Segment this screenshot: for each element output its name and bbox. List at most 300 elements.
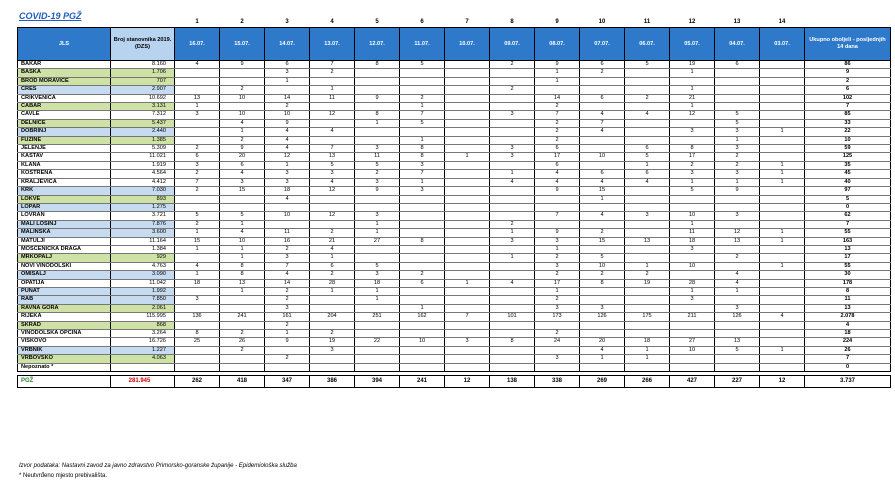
daily-cases-cell: 15	[175, 237, 220, 245]
daily-cases-cell	[490, 94, 535, 102]
daily-cases-cell	[490, 136, 535, 144]
daily-cases-cell: 5	[220, 212, 265, 220]
daily-cases-cell: 1	[625, 161, 670, 169]
population-value: 11.042	[111, 279, 175, 287]
daily-cases-cell	[580, 287, 625, 295]
daily-cases-cell	[490, 103, 535, 111]
daily-cases-cell	[175, 321, 220, 329]
daily-cases-cell	[175, 86, 220, 94]
daily-cases-cell	[445, 69, 490, 77]
sum-daily-cell: 266	[625, 376, 670, 388]
daily-cases-cell	[490, 355, 535, 363]
daily-cases-cell	[715, 262, 760, 270]
daily-cases-cell	[580, 363, 625, 371]
daily-cases-cell	[580, 145, 625, 153]
daily-cases-cell: 6	[580, 61, 625, 69]
population-value: 5.309	[111, 145, 175, 153]
header-date: 06.07.	[625, 28, 670, 61]
city-name: RAB	[18, 296, 111, 304]
daily-cases-cell: 8	[580, 279, 625, 287]
daily-cases-cell: 1	[670, 220, 715, 228]
daily-cases-cell	[490, 161, 535, 169]
daily-cases-cell	[175, 136, 220, 144]
daily-cases-cell: 8	[490, 338, 535, 346]
daily-cases-cell	[355, 346, 400, 354]
daily-cases-cell: 2	[490, 220, 535, 228]
daily-cases-cell: 1	[265, 77, 310, 85]
city-name: FUŽINE	[18, 136, 111, 144]
daily-cases-cell: 12	[310, 111, 355, 119]
total-cases-cell: 224	[805, 338, 891, 346]
city-name: MALINSKA	[18, 229, 111, 237]
daily-cases-cell	[310, 136, 355, 144]
daily-cases-cell	[175, 128, 220, 136]
daily-cases-cell	[400, 86, 445, 94]
daily-cases-cell	[625, 69, 670, 77]
city-name: ČABAR	[18, 103, 111, 111]
daily-cases-cell: 1	[355, 296, 400, 304]
table-row	[18, 61, 891, 69]
daily-cases-cell: 2	[535, 330, 580, 338]
daily-cases-cell: 12	[670, 111, 715, 119]
population-value: 4.412	[111, 178, 175, 186]
daily-cases-cell: 2	[535, 103, 580, 111]
total-cases-cell: 0	[805, 203, 891, 211]
population-value: 3.600	[111, 229, 175, 237]
daily-cases-cell	[220, 363, 265, 371]
daily-cases-cell	[535, 86, 580, 94]
daily-cases-cell: 5	[715, 111, 760, 119]
city-name: OMIŠALJ	[18, 271, 111, 279]
daily-cases-cell: 8	[220, 262, 265, 270]
daily-cases-cell: 26	[220, 338, 265, 346]
daily-cases-cell: 3	[400, 161, 445, 169]
daily-cases-cell: 8	[670, 145, 715, 153]
daily-cases-cell: 7	[535, 212, 580, 220]
daily-cases-cell: 5	[355, 262, 400, 270]
day-number: 7	[465, 18, 469, 25]
daily-cases-cell: 2	[580, 271, 625, 279]
daily-cases-cell: 126	[715, 313, 760, 321]
daily-cases-cell	[400, 254, 445, 262]
daily-cases-cell: 9	[220, 61, 265, 69]
daily-cases-cell: 1	[715, 136, 760, 144]
daily-cases-cell	[445, 136, 490, 144]
day-number: 3	[285, 18, 289, 25]
daily-cases-cell: 15	[580, 237, 625, 245]
city-name: DOBRINJ	[18, 128, 111, 136]
daily-cases-cell	[220, 296, 265, 304]
daily-cases-cell	[490, 69, 535, 77]
table-row	[18, 287, 891, 295]
population-value: 2.907	[111, 86, 175, 94]
daily-cases-cell: 2	[175, 170, 220, 178]
daily-cases-cell: 8	[355, 61, 400, 69]
daily-cases-cell: 101	[490, 313, 535, 321]
table-row	[18, 103, 891, 111]
city-name: MRKOPALJ	[18, 254, 111, 262]
daily-cases-cell	[265, 203, 310, 211]
daily-cases-cell: 10	[580, 153, 625, 161]
daily-cases-cell	[535, 203, 580, 211]
daily-cases-cell: 8	[355, 111, 400, 119]
daily-cases-cell: 5	[310, 161, 355, 169]
daily-cases-cell	[760, 136, 805, 144]
daily-cases-cell	[445, 346, 490, 354]
daily-cases-cell	[400, 346, 445, 354]
population-value: 10.692	[111, 94, 175, 102]
sum-daily-cell: 394	[355, 376, 400, 388]
daily-cases-cell	[355, 86, 400, 94]
daily-cases-cell	[670, 119, 715, 127]
daily-cases-cell	[490, 321, 535, 329]
daily-cases-cell: 19	[310, 338, 355, 346]
total-cases-cell: 59	[805, 145, 891, 153]
population-value: 3.264	[111, 330, 175, 338]
daily-cases-cell: 126	[580, 313, 625, 321]
daily-cases-cell: 10	[220, 94, 265, 102]
daily-cases-cell: 1	[490, 254, 535, 262]
daily-cases-cell	[580, 103, 625, 111]
daily-cases-cell: 136	[175, 313, 220, 321]
daily-cases-cell: 3	[355, 178, 400, 186]
city-name: MATULJI	[18, 237, 111, 245]
sum-region-name: PGŽ	[18, 376, 111, 388]
daily-cases-cell: 4	[265, 195, 310, 203]
daily-cases-cell	[760, 111, 805, 119]
table-row	[18, 94, 891, 102]
total-cases-cell: 22	[805, 128, 891, 136]
day-number: 4	[330, 18, 334, 25]
daily-cases-cell	[580, 203, 625, 211]
daily-cases-cell: 1	[625, 355, 670, 363]
sum-daily-cell: 12	[445, 376, 490, 388]
city-name: KRALJEVICA	[18, 178, 111, 186]
daily-cases-cell: 2	[265, 245, 310, 253]
day-number-blank	[805, 18, 891, 28]
daily-cases-cell: 3	[715, 128, 760, 136]
daily-cases-cell	[310, 296, 355, 304]
daily-cases-cell: 17	[670, 153, 715, 161]
daily-cases-cell: 3	[220, 178, 265, 186]
city-name: LOKVE	[18, 195, 111, 203]
daily-cases-cell	[715, 94, 760, 102]
table-row	[18, 304, 891, 312]
daily-cases-cell	[310, 321, 355, 329]
daily-cases-cell	[355, 321, 400, 329]
population-value: 4.063	[111, 355, 175, 363]
daily-cases-cell	[400, 128, 445, 136]
total-cases-cell: 55	[805, 262, 891, 270]
daily-cases-cell	[445, 363, 490, 371]
daily-cases-cell: 1	[670, 86, 715, 94]
daily-cases-cell: 1	[445, 279, 490, 287]
daily-cases-cell: 10	[670, 212, 715, 220]
daily-cases-cell: 1	[220, 128, 265, 136]
header-date: 12.07.	[355, 28, 400, 61]
daily-cases-cell: 2	[580, 69, 625, 77]
daily-cases-cell	[445, 178, 490, 186]
header-date: 07.07.	[580, 28, 625, 61]
daily-cases-cell	[400, 195, 445, 203]
daily-cases-cell	[400, 212, 445, 220]
daily-cases-cell: 18	[625, 338, 670, 346]
daily-cases-cell: 211	[670, 313, 715, 321]
daily-cases-cell: 1	[535, 245, 580, 253]
daily-cases-cell: 17	[535, 153, 580, 161]
daily-cases-cell	[490, 287, 535, 295]
daily-cases-cell	[490, 304, 535, 312]
daily-cases-cell: 9	[265, 338, 310, 346]
report-title: COVID-19 PGŽ	[19, 11, 82, 21]
total-cases-cell: 9	[805, 69, 891, 77]
city-name: RIJEKA	[18, 313, 111, 321]
daily-cases-cell: 20	[220, 153, 265, 161]
daily-cases-cell: 3	[265, 254, 310, 262]
daily-cases-cell: 2	[265, 296, 310, 304]
daily-cases-cell: 161	[265, 313, 310, 321]
daily-cases-cell	[175, 77, 220, 85]
daily-cases-cell	[715, 69, 760, 77]
table-row	[18, 69, 891, 77]
daily-cases-cell	[355, 254, 400, 262]
daily-cases-cell	[535, 346, 580, 354]
table-row	[18, 128, 891, 136]
footnote-unknown: * Neutvrđeno mjesto prebivališta.	[19, 473, 108, 479]
daily-cases-cell	[490, 195, 535, 203]
daily-cases-cell	[400, 296, 445, 304]
total-cases-cell: 45	[805, 170, 891, 178]
daily-cases-cell: 4	[580, 128, 625, 136]
city-name: CRES	[18, 86, 111, 94]
daily-cases-cell	[580, 136, 625, 144]
daily-cases-cell: 5	[580, 254, 625, 262]
daily-cases-cell	[760, 94, 805, 102]
daily-cases-cell	[760, 119, 805, 127]
city-name: KASTAV	[18, 153, 111, 161]
header-row	[18, 28, 891, 61]
daily-cases-cell: 1	[355, 220, 400, 228]
population-value: 707	[111, 77, 175, 85]
daily-cases-cell: 2	[715, 153, 760, 161]
daily-cases-cell	[445, 254, 490, 262]
daily-cases-cell	[490, 203, 535, 211]
daily-cases-cell: 3	[490, 237, 535, 245]
daily-cases-cell: 1	[670, 178, 715, 186]
daily-cases-cell: 3	[580, 304, 625, 312]
daily-cases-cell	[310, 77, 355, 85]
daily-cases-cell	[445, 128, 490, 136]
table-row	[18, 296, 891, 304]
daily-cases-cell: 2	[220, 86, 265, 94]
daily-cases-cell	[760, 321, 805, 329]
city-name: NOVI VINODOLSKI	[18, 262, 111, 270]
daily-cases-cell	[445, 229, 490, 237]
daily-cases-cell: 4	[220, 119, 265, 127]
daily-cases-cell: 4	[175, 61, 220, 69]
daily-cases-cell: 5	[355, 161, 400, 169]
daily-cases-cell	[760, 254, 805, 262]
daily-cases-cell: 3	[175, 296, 220, 304]
daily-cases-cell: 3	[535, 237, 580, 245]
daily-cases-cell: 1	[625, 262, 670, 270]
daily-cases-cell	[445, 195, 490, 203]
population-value: 3.131	[111, 103, 175, 111]
daily-cases-cell: 4	[220, 170, 265, 178]
daily-cases-cell: 204	[310, 313, 355, 321]
daily-cases-cell	[760, 245, 805, 253]
daily-cases-cell	[625, 119, 670, 127]
daily-cases-cell	[175, 203, 220, 211]
daily-cases-cell	[580, 245, 625, 253]
daily-cases-cell	[355, 363, 400, 371]
daily-cases-cell: 3	[670, 128, 715, 136]
daily-cases-cell: 6	[580, 170, 625, 178]
daily-cases-cell: 2	[580, 229, 625, 237]
daily-cases-cell: 11	[265, 229, 310, 237]
total-cases-cell: 0	[805, 363, 891, 371]
daily-cases-cell: 4	[220, 229, 265, 237]
daily-cases-cell	[580, 77, 625, 85]
daily-cases-cell: 1	[175, 103, 220, 111]
total-cases-cell: 26	[805, 346, 891, 354]
daily-cases-cell: 2	[220, 136, 265, 144]
day-number: 9	[555, 18, 559, 25]
daily-cases-cell	[490, 346, 535, 354]
daily-cases-cell	[535, 321, 580, 329]
daily-cases-cell	[445, 161, 490, 169]
daily-cases-cell: 3	[625, 212, 670, 220]
daily-cases-cell	[670, 77, 715, 85]
daily-cases-cell: 1	[220, 287, 265, 295]
population-value: 115.995	[111, 313, 175, 321]
daily-cases-cell	[445, 119, 490, 127]
daily-cases-cell: 13	[175, 94, 220, 102]
daily-cases-cell: 5	[625, 153, 670, 161]
population-value: 4.763	[111, 262, 175, 270]
daily-cases-cell: 8	[400, 237, 445, 245]
daily-cases-cell: 9	[535, 187, 580, 195]
daily-cases-cell	[220, 69, 265, 77]
daily-cases-cell: 1	[355, 287, 400, 295]
daily-cases-cell: 1	[580, 195, 625, 203]
daily-cases-cell: 3	[715, 170, 760, 178]
population-value: 3.721	[111, 212, 175, 220]
daily-cases-cell	[175, 287, 220, 295]
city-name: VRBOVSKO	[18, 355, 111, 363]
daily-cases-cell: 4	[310, 245, 355, 253]
total-cases-cell: 30	[805, 271, 891, 279]
city-name: VIŠKOVO	[18, 338, 111, 346]
sum-total-cell: 3.737	[805, 376, 891, 388]
daily-cases-cell: 1	[310, 86, 355, 94]
day-number-row	[18, 18, 891, 28]
daily-cases-cell	[400, 69, 445, 77]
daily-cases-cell: 13	[715, 237, 760, 245]
daily-cases-cell	[670, 136, 715, 144]
daily-cases-cell: 1	[760, 262, 805, 270]
daily-cases-cell: 3	[310, 170, 355, 178]
daily-cases-cell	[355, 330, 400, 338]
daily-cases-cell	[625, 77, 670, 85]
table-row	[18, 363, 891, 371]
daily-cases-cell: 17	[535, 279, 580, 287]
daily-cases-cell	[310, 195, 355, 203]
population-value: 11.021	[111, 153, 175, 161]
daily-cases-cell: 5	[400, 119, 445, 127]
table-row	[18, 346, 891, 354]
daily-cases-cell	[265, 346, 310, 354]
daily-cases-cell	[760, 187, 805, 195]
daily-cases-cell: 4	[175, 262, 220, 270]
daily-cases-cell: 15	[580, 187, 625, 195]
daily-cases-cell	[445, 245, 490, 253]
daily-cases-cell: 1	[265, 161, 310, 169]
daily-cases-cell: 3	[715, 145, 760, 153]
total-cases-cell: 55	[805, 229, 891, 237]
daily-cases-cell: 5	[670, 187, 715, 195]
daily-cases-cell: 1	[760, 178, 805, 186]
daily-cases-cell	[445, 203, 490, 211]
day-number: 2	[240, 18, 244, 25]
daily-cases-cell: 27	[355, 237, 400, 245]
daily-cases-cell	[355, 304, 400, 312]
daily-cases-cell: 2	[265, 355, 310, 363]
daily-cases-cell: 8	[400, 153, 445, 161]
daily-cases-cell: 14	[535, 94, 580, 102]
daily-cases-cell	[400, 355, 445, 363]
daily-cases-cell: 7	[580, 119, 625, 127]
daily-cases-cell	[715, 195, 760, 203]
daily-cases-cell: 15	[220, 187, 265, 195]
daily-cases-cell	[625, 254, 670, 262]
daily-cases-cell	[715, 363, 760, 371]
city-name: DELNICE	[18, 119, 111, 127]
daily-cases-cell: 175	[625, 313, 670, 321]
daily-cases-cell	[265, 86, 310, 94]
city-name: BAKAR	[18, 61, 111, 69]
daily-cases-cell: 1	[760, 128, 805, 136]
daily-cases-cell: 3	[490, 145, 535, 153]
daily-cases-cell: 10	[220, 237, 265, 245]
population-value: 1.919	[111, 161, 175, 169]
daily-cases-cell: 2	[490, 61, 535, 69]
sum-daily-cell: 338	[535, 376, 580, 388]
daily-cases-cell: 3	[490, 111, 535, 119]
population-value	[111, 363, 175, 371]
daily-cases-cell	[760, 212, 805, 220]
daily-cases-cell: 10	[580, 262, 625, 270]
daily-cases-cell	[445, 321, 490, 329]
daily-cases-cell	[445, 237, 490, 245]
daily-cases-cell: 3	[535, 304, 580, 312]
daily-cases-cell	[175, 363, 220, 371]
population-value: 5.437	[111, 119, 175, 127]
daily-cases-cell: 2	[535, 271, 580, 279]
daily-cases-cell: 3	[265, 178, 310, 186]
daily-cases-cell	[715, 220, 760, 228]
population-value: 1.706	[111, 69, 175, 77]
population-value: 2.061	[111, 304, 175, 312]
daily-cases-cell: 18	[355, 279, 400, 287]
daily-cases-cell	[715, 355, 760, 363]
daily-cases-cell	[490, 296, 535, 304]
daily-cases-cell: 4	[535, 178, 580, 186]
daily-cases-cell	[625, 296, 670, 304]
daily-cases-cell	[580, 296, 625, 304]
daily-cases-cell	[625, 321, 670, 329]
daily-cases-cell: 3	[715, 212, 760, 220]
